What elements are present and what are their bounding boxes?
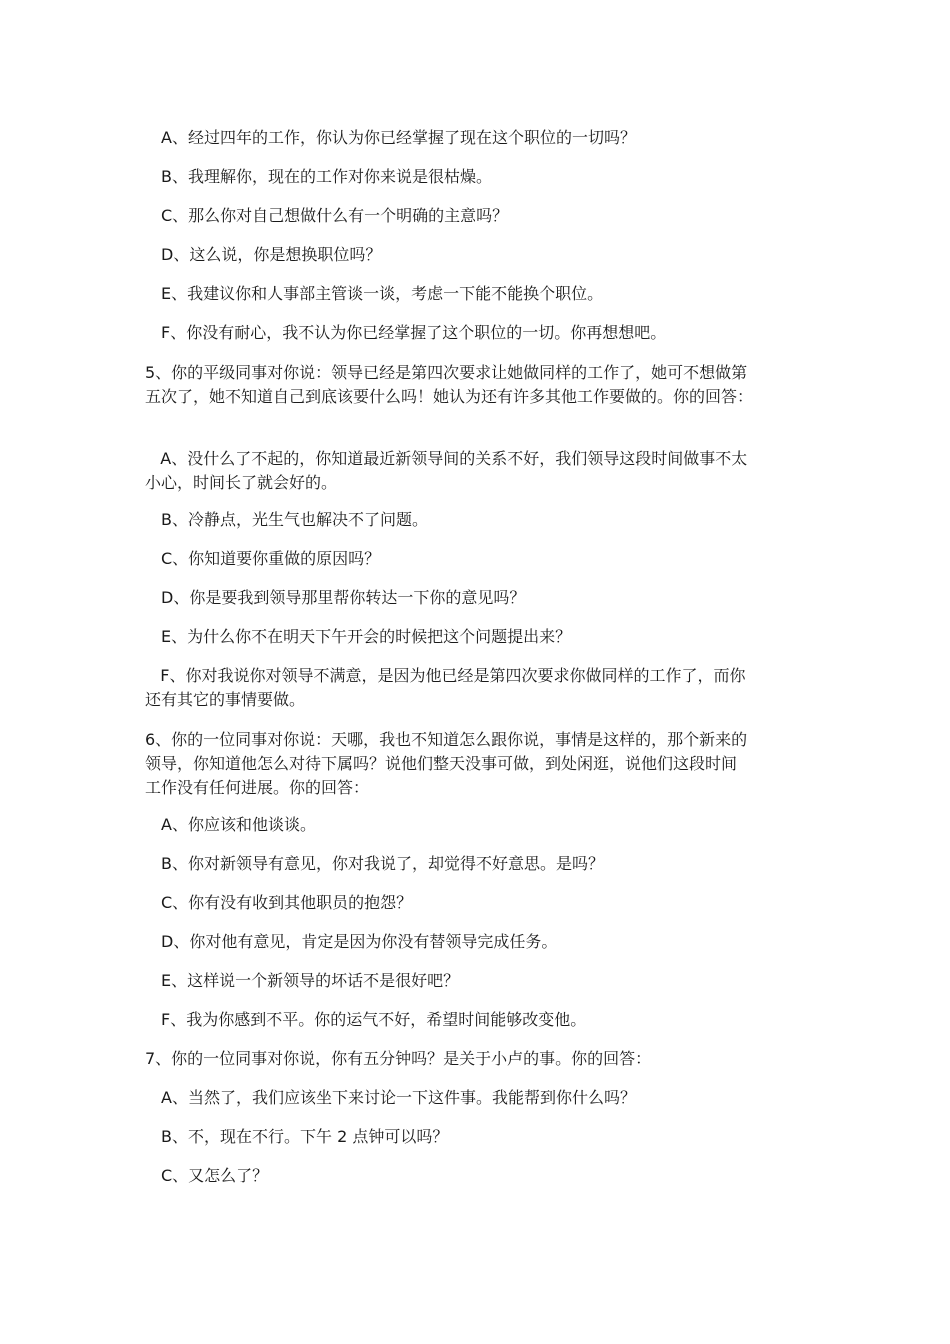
q6-option-c: C、你有没有收到其他职员的抱怨？ bbox=[161, 893, 413, 912]
q6-question-line: 工作没有任何进展。你的回答： bbox=[145, 778, 370, 797]
q6-question-line: 领导，你知道他怎么对待下属吗？说他们整天没事可做，到处闲逛，说他们这段时间 bbox=[145, 754, 738, 773]
q7-option-a: A、当然了，我们应该坐下来讨论一下这件事。我能帮到你什么吗？ bbox=[161, 1088, 636, 1107]
q6-option-a: A、你应该和他谈谈。 bbox=[161, 815, 316, 834]
q4-option-f: F、你没有耐心，我不认为你已经掌握了这个职位的一切。你再想想吧。 bbox=[161, 323, 667, 342]
q5-option-a bbox=[145, 447, 810, 495]
q5-option-f-line: 还有其它的事情要做。 bbox=[145, 690, 306, 709]
q6-option-e: E、这样说一个新领导的坏话不是很好吧？ bbox=[161, 971, 460, 990]
q6-option-f: F、我为你感到不平。你的运气不好，希望时间能够改变他。 bbox=[161, 1010, 587, 1029]
q4-option-e: E、我建议你和人事部主管谈一谈，考虑一下能不能换个职位。 bbox=[161, 284, 604, 303]
q5-question bbox=[145, 361, 810, 409]
q5-option-a-line: 小心，时间长了就会好的。 bbox=[145, 473, 338, 492]
q5-question-line: 5、你的平级同事对你说：领导已经是第四次要求让她做同样的工作了，她可不想做第 bbox=[145, 363, 748, 382]
q7-option-b: B、不，现在不行。下午 2 点钟可以吗？ bbox=[161, 1127, 449, 1146]
q7-option-c: C、又怎么了？ bbox=[161, 1166, 269, 1185]
q5-option-f bbox=[145, 664, 810, 712]
q5-option-f-line: F、你对我说你对领导不满意，是因为他已经是第四次要求你做同样的工作了，而你 bbox=[145, 666, 746, 685]
q5-option-c: C、你知道要你重做的原因吗？ bbox=[161, 549, 381, 568]
q4-option-a: A、经过四年的工作，你认为你已经掌握了现在这个职位的一切吗？ bbox=[161, 128, 636, 147]
q5-option-e: E、为什么你不在明天下午开会的时候把这个问题提出来？ bbox=[161, 627, 572, 646]
q5-option-b: B、冷静点，光生气也解决不了问题。 bbox=[161, 510, 428, 529]
q5-option-a-line: A、没什么了不起的，你知道最近新领导间的关系不好，我们领导这段时间做事不太 bbox=[145, 449, 748, 468]
q6-option-d: D、你对他有意见，肯定是因为你没有替领导完成任务。 bbox=[161, 932, 558, 951]
q6-question-line: 6、你的一位同事对你说：天哪，我也不知道怎么跟你说，事情是这样的，那个新来的 bbox=[145, 730, 748, 749]
q4-option-b: B、我理解你，现在的工作对你来说是很枯燥。 bbox=[161, 167, 492, 186]
q6-question bbox=[145, 728, 810, 800]
q6-option-b: B、你对新领导有意见，你对我说了，却觉得不好意思。是吗？ bbox=[161, 854, 604, 873]
q5-option-d: D、你是要我到领导那里帮你转达一下你的意见吗？ bbox=[161, 588, 526, 607]
q4-option-d: D、这么说，你是想换职位吗？ bbox=[161, 245, 382, 264]
q7-question: 7、你的一位同事对你说，你有五分钟吗？是关于小卢的事。你的回答： bbox=[145, 1049, 652, 1068]
q4-option-c: C、那么你对自己想做什么有一个明确的主意吗？ bbox=[161, 206, 509, 225]
q5-question-line: 五次了，她不知道自己到底该要什么吗！她认为还有许多其他工作要做的。你的回答： bbox=[145, 387, 754, 406]
